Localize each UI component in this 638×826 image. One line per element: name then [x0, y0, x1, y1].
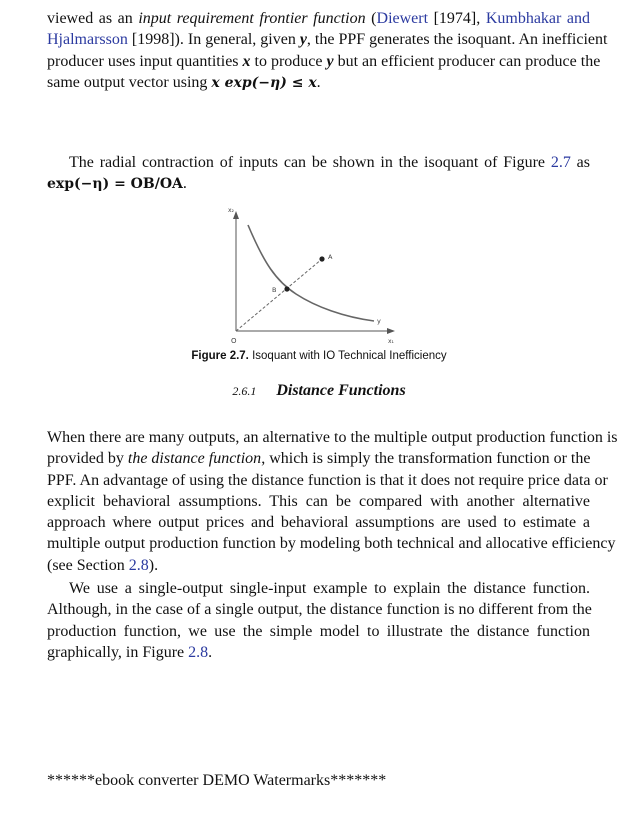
text: . [316, 73, 321, 91]
paragraph-3 [47, 427, 618, 576]
ref-diewert-link[interactable]: Diewert [376, 10, 429, 27]
text: but an efficient producer can produce the [333, 52, 601, 70]
text: graphically, in Figure [47, 643, 189, 661]
text: [1998]). In general, given [127, 31, 300, 49]
var-x: x [242, 52, 251, 70]
section-number: 2.6.1 [232, 384, 257, 398]
text: viewed as an [47, 10, 139, 27]
x-axis-arrow [387, 328, 395, 334]
figure-caption [0, 350, 638, 362]
emphasis-text: the distance function [127, 450, 262, 468]
section-title: Distance Functions [276, 382, 406, 399]
text: . [182, 175, 187, 193]
text: as [570, 154, 591, 171]
curve-label-y: y [377, 317, 381, 325]
math-ratio: exp(−η) = OB/OA [47, 176, 183, 193]
p3-line-1: When there are many outputs, an alternative to the multiple output production function is [47, 429, 618, 446]
ray-oa [236, 259, 322, 331]
p3-line-6: multiple output production function by modeling both technical and allocative efficiency [47, 535, 616, 553]
p2-line-1 [47, 152, 590, 173]
p4-line-2: Although, in the case of a single output, the distance function is no different from the [47, 601, 592, 619]
var-y: y [326, 52, 334, 70]
paragraph-2 [47, 152, 590, 196]
text: to produce [250, 52, 327, 70]
p3-line-5: approach where output prices and behavioral assumptions are used to estimate a [47, 514, 590, 532]
emphasis-text: input requirement frontier function [138, 10, 366, 27]
p1-line-3 [47, 51, 601, 72]
text: , which is simply the transformation function or the [261, 450, 591, 468]
p2-line-2 [47, 173, 590, 195]
p4-line-1: We use a single-output single-input example to explain the distance function. [69, 580, 590, 597]
text: ( [365, 10, 377, 27]
text: The radial contraction of inputs can be shown in the isoquant of Figure [69, 154, 551, 171]
p3-line-3: PPF. An advantage of using the distance function is that it does not require price data or [47, 471, 608, 489]
text: same output vector using [47, 73, 212, 91]
isoquant-figure [224, 203, 396, 345]
caption-label: Figure 2.7. [191, 350, 249, 362]
axis-label-x: x₁ [388, 338, 394, 345]
p1-line-1 [47, 8, 590, 29]
p1-line-4 [47, 72, 590, 94]
p3-line-4: explicit behavioral assumptions. This can be compared with another alternative [47, 492, 590, 510]
math-inequality: x exp(−η) ≤ x [211, 74, 317, 91]
watermark-footer: ******ebook converter DEMO Watermarks******* [47, 772, 387, 789]
text: provided by [47, 450, 128, 468]
p4-line-3: production function, we use the simple model to illustrate the distance function [47, 622, 590, 640]
text: ). [148, 556, 159, 574]
point-b [284, 286, 289, 291]
ref-hjalmarsson-link[interactable]: Hjalmarsson [47, 31, 128, 49]
caption-text: Isoquant with IO Technical Inefficiency [248, 350, 447, 362]
text: . [208, 643, 213, 661]
text: producer uses input quantities [47, 52, 243, 70]
p3-line-7 [47, 555, 590, 576]
point-a [319, 256, 324, 261]
axis-label-y: x₂ [228, 207, 234, 214]
paragraph-4 [47, 578, 590, 663]
p3-line-2 [47, 448, 590, 469]
var-y: y [299, 31, 307, 49]
point-a-label: A [328, 253, 333, 261]
text: (see Section [47, 556, 129, 574]
origin-label: O [231, 337, 237, 345]
section-heading [0, 382, 638, 400]
p4-line-4 [47, 642, 590, 663]
text: [1974], [428, 10, 486, 27]
p1-line-2 [47, 29, 608, 50]
figure-2-7-link[interactable]: 2.7 [550, 154, 571, 171]
figure-2-8-link[interactable]: 2.8 [188, 643, 209, 661]
ref-kumbhakar-link[interactable]: Kumbhakar and [485, 10, 591, 27]
point-b-label: B [272, 286, 277, 294]
section-2-8-link[interactable]: 2.8 [128, 556, 149, 574]
paragraph-1 [47, 8, 608, 94]
text: , the PPF generates the isoquant. An inefficient [306, 31, 608, 49]
isoquant-curve [248, 225, 374, 321]
